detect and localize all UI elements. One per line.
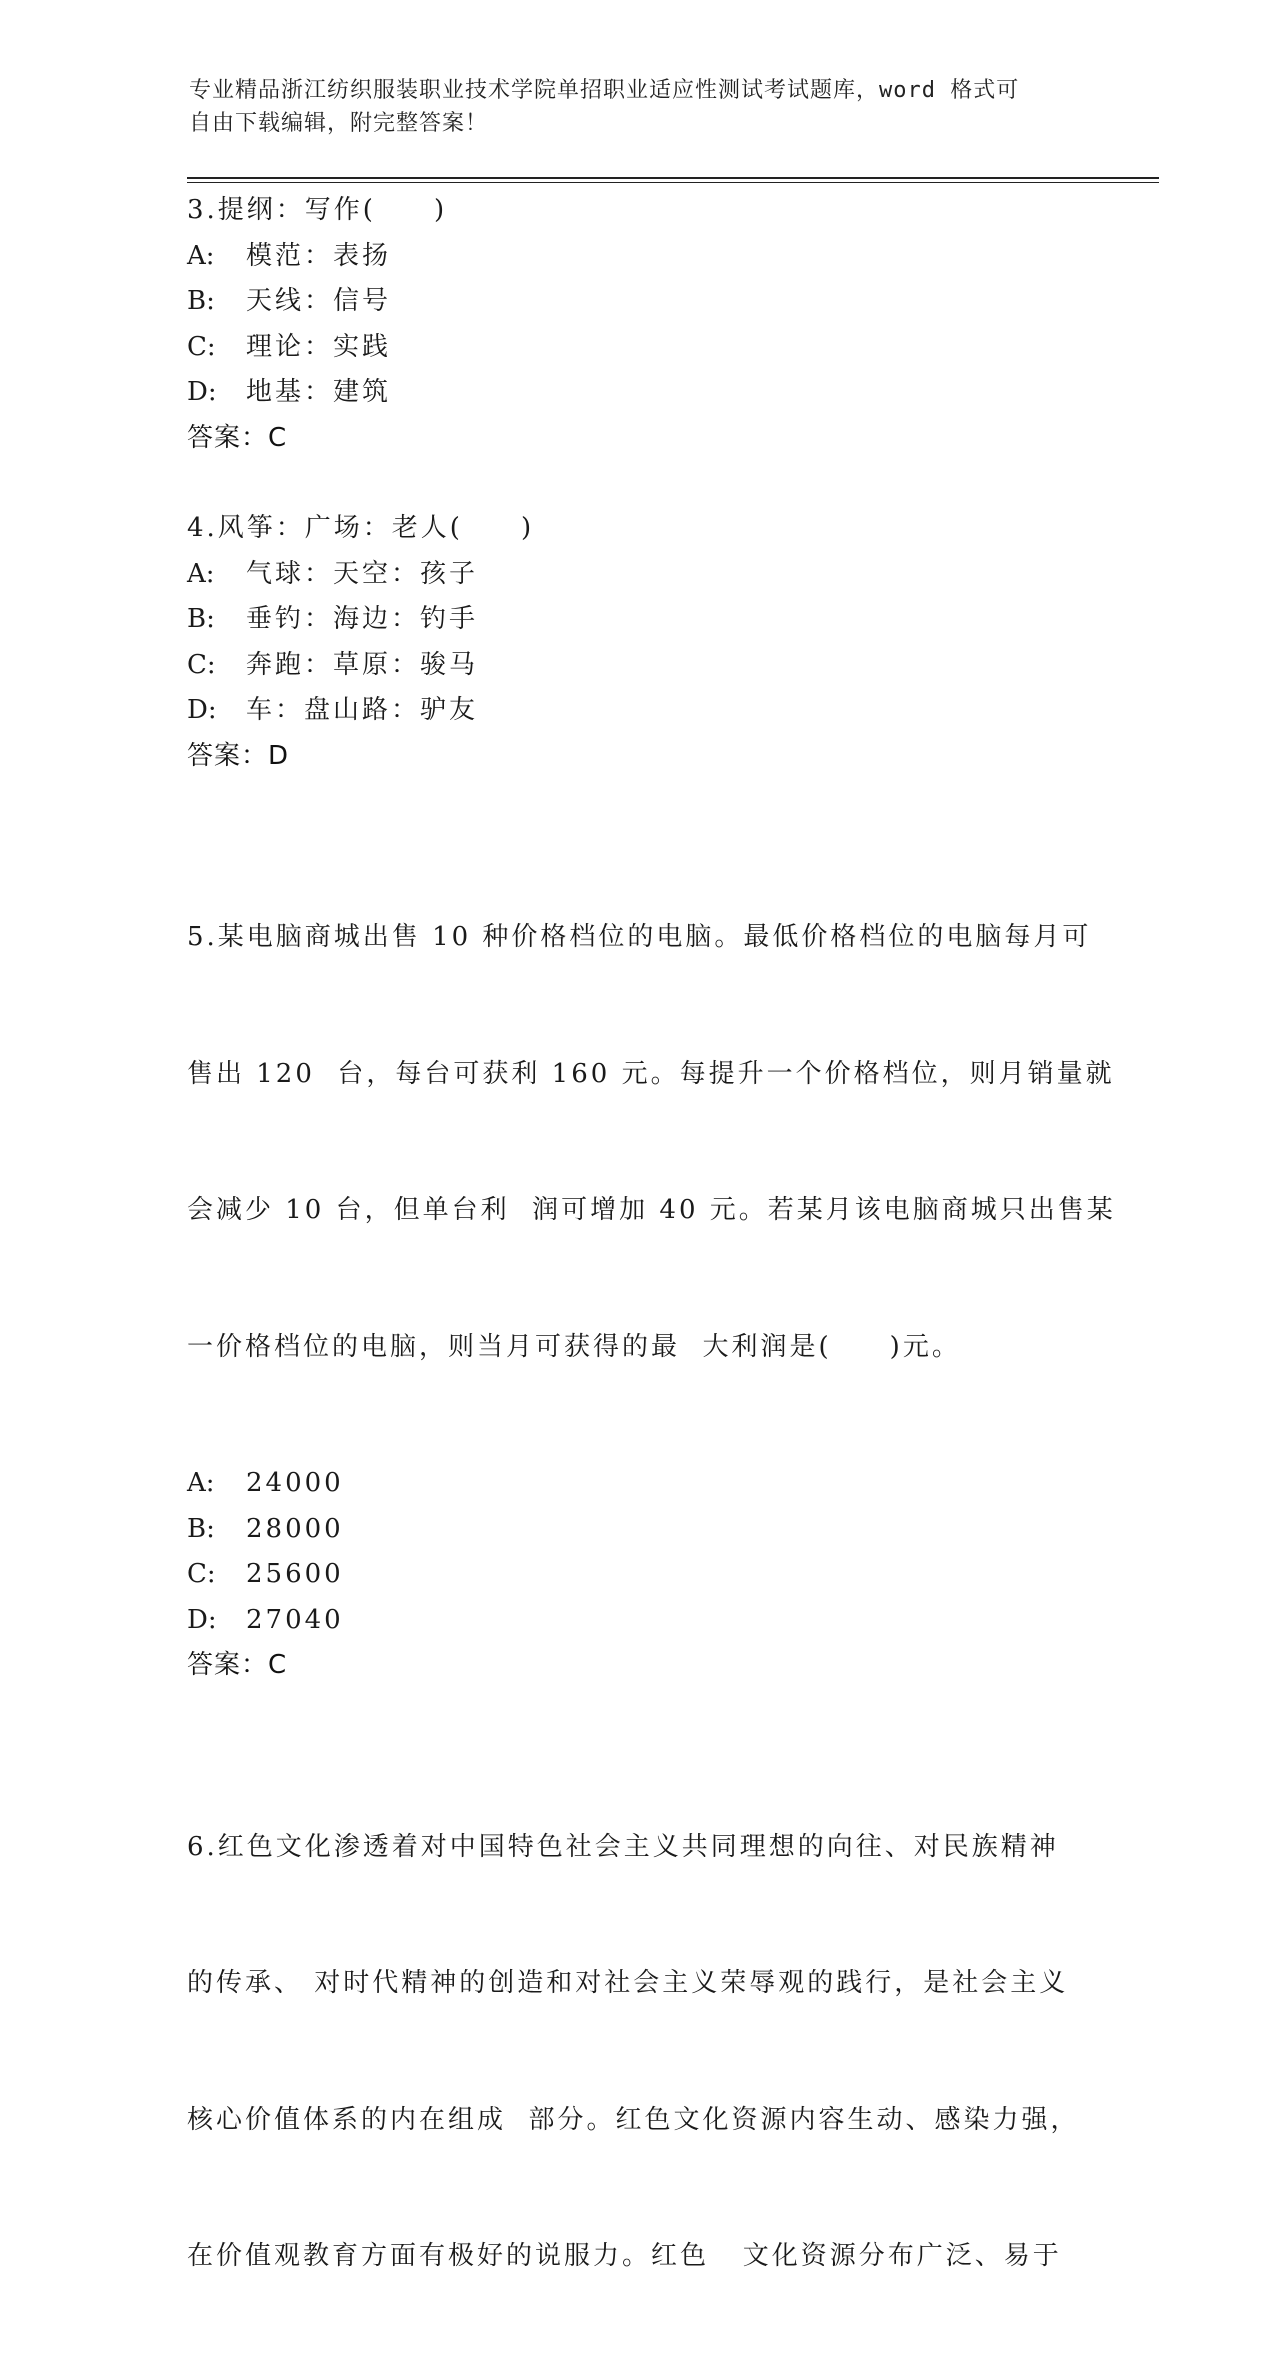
option-letter: D:: [187, 1604, 217, 1635]
stem-line: 核心价值体系的内在组成 部分。红色文化资源内容生动、感染力强，: [187, 2104, 1080, 2135]
option-letter: C:: [187, 331, 216, 362]
option-letter: A:: [187, 1468, 215, 1498]
question-list: [187, 188, 1116, 2371]
question-spacer: [187, 1689, 1087, 1734]
answer-line: 答案：C: [187, 1650, 288, 1680]
option-text: 垂钓：海边：钓手: [246, 604, 479, 634]
answer-line: 答案：D: [187, 740, 290, 771]
option-c: [187, 1552, 1087, 1598]
answer-line: 答案：C: [187, 422, 288, 453]
stem-line: 6.红色文化渗透着对中国特色社会主义共同理想的向往、对民族精神: [187, 1831, 1059, 1862]
option-letter: D:: [187, 695, 217, 725]
option-letter: B:: [187, 286, 215, 316]
question-stem: 4.风筝：广场：老人( ): [187, 513, 535, 543]
option-letter: D:: [187, 377, 217, 407]
header-line-1: 专业精品浙江纺织服装职业技术学院单招职业适应性测试考试题库，word 格式可: [189, 78, 1020, 103]
option-a: [187, 234, 1087, 280]
option-letter: B:: [187, 604, 215, 634]
option-text: 地基：建筑: [246, 377, 392, 407]
question-spacer: [187, 461, 1087, 506]
option-d: [187, 370, 1087, 416]
question-stem: [187, 824, 1116, 1461]
question-stem: [187, 1734, 1087, 2371]
option-text: 奔跑：草原：骏马: [246, 649, 479, 680]
option-b: [187, 279, 1087, 325]
stem-line: 5.某电脑商城出售 10 种价格档位的电脑。最低价格档位的电脑每月可: [187, 922, 1092, 952]
option-c: [187, 643, 1087, 689]
option-d: [187, 688, 1087, 734]
stem-line: 会减少 10 台，但单台利 润可增加 40 元。若某月该电脑商城只出售某: [187, 1195, 1116, 1225]
option-text: 气球：天空：孩子: [246, 558, 479, 589]
option-c: [187, 325, 1087, 371]
question-3: [187, 188, 1087, 461]
option-b: [187, 1507, 1087, 1553]
option-d: [187, 1598, 1087, 1644]
option-letter: B:: [187, 1513, 215, 1544]
option-text: 25600: [246, 1559, 344, 1589]
question-stem: 3.提纲：写作( ): [187, 195, 448, 225]
option-text: 车：盘山路：驴友: [246, 695, 479, 725]
question-spacer: [187, 779, 1087, 824]
option-text: 理论：实践: [246, 331, 392, 362]
header-divider-thin: [187, 182, 1159, 183]
option-a: [187, 552, 1087, 598]
stem-line: 一价格档位的电脑，则当月可获得的最 大利润是( )元。: [187, 1331, 961, 1362]
option-letter: C:: [187, 1559, 216, 1589]
header-divider-thick: [187, 177, 1159, 179]
option-letter: C:: [187, 649, 216, 680]
stem-line: 售出 120 台，每台可获利 160 元。每提升一个价格档位，则月销量就: [187, 1058, 1115, 1089]
option-letter: A:: [187, 558, 215, 589]
option-b: [187, 597, 1087, 643]
question-5: [187, 824, 1116, 1689]
header-line-2: 自由下载编辑，附完整答案！: [189, 111, 489, 136]
option-text: 天线：信号: [246, 286, 392, 316]
option-text: 24000: [246, 1468, 344, 1498]
option-letter: A:: [187, 240, 215, 271]
page-header: [189, 74, 1089, 140]
option-text: 模范：表扬: [246, 240, 392, 271]
option-text: 28000: [246, 1513, 344, 1544]
stem-line: 在价值观教育方面有极好的说服力。红色 文化资源分布广泛、易于: [187, 2241, 1062, 2271]
question-6: [187, 1734, 1087, 2371]
stem-line: 的传承、 对时代精神的创造和对社会主义荣辱观的践行，是社会主义: [187, 1968, 1069, 1998]
option-a: [187, 1461, 1087, 1507]
option-text: 27040: [246, 1604, 344, 1635]
question-4: [187, 506, 1087, 779]
